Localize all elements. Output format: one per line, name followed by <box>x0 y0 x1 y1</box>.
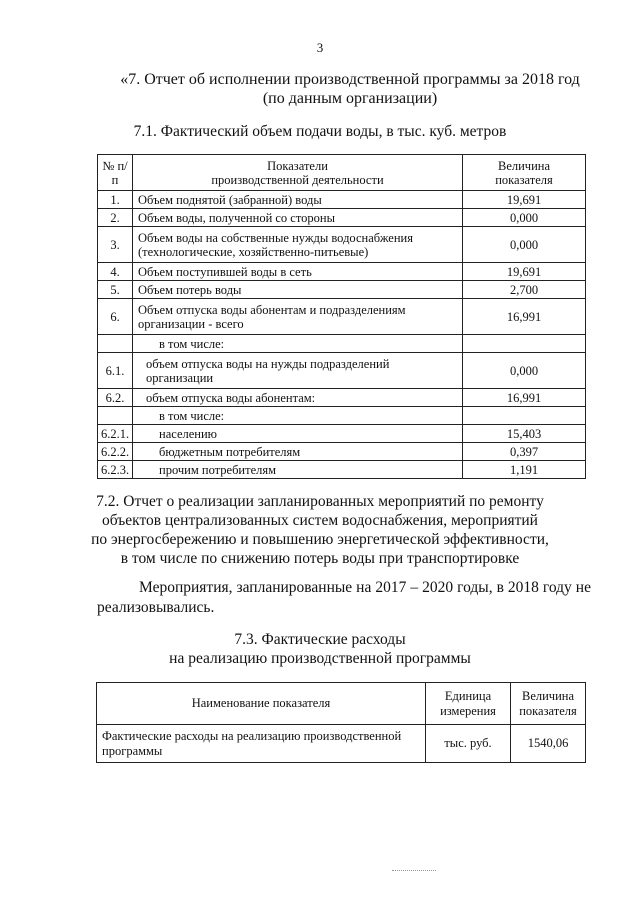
header-value-line1: Величина <box>521 688 575 703</box>
row-value: 15,403 <box>463 425 586 443</box>
row-name: в том числе: <box>133 335 463 353</box>
header-value-line1: Величина <box>497 158 551 173</box>
page-number: 3 <box>316 40 324 55</box>
table-row <box>98 227 586 263</box>
section2-title-line3: по энергосбережению и повышению энергетической эффективности, <box>91 531 549 548</box>
document-title-line1: «7. Отчет об исполнении производственной программы за 2018 год <box>120 71 580 88</box>
header-indicator-line2: производственной деятельности <box>211 172 384 187</box>
row-name: Фактические расходы на реализацию производственной программы <box>97 725 426 763</box>
header-unit-line2: измерения <box>440 703 496 718</box>
row-unit: тыс. руб. <box>426 725 511 763</box>
row-num: 6. <box>98 299 133 335</box>
row-name: объем отпуска воды на нужды подразделений организации <box>133 353 463 389</box>
row-value: 1,191 <box>463 461 586 479</box>
table-row <box>98 425 586 443</box>
table-row <box>98 443 586 461</box>
header-name: Наименование показателя <box>97 683 426 725</box>
row-value: 0,000 <box>463 209 586 227</box>
row-value: 16,991 <box>463 299 586 335</box>
table-row <box>98 335 586 353</box>
section3-title-line1: 7.3. Фактические расходы <box>234 631 406 648</box>
row-name: прочим потребителям <box>133 461 463 479</box>
row-name: Объем поднятой (забранной) воды <box>133 191 463 209</box>
row-num: 5. <box>98 281 133 299</box>
row-num: 3. <box>98 227 133 263</box>
row-num: 2. <box>98 209 133 227</box>
row-name: Объем отпуска воды абонентам и подразделениям организации - всего <box>133 299 463 335</box>
row-name: Объем поступившей воды в сеть <box>133 263 463 281</box>
row-value: 2,700 <box>463 281 586 299</box>
header-num: № п/п <box>98 155 133 191</box>
water-supply-table <box>97 154 586 479</box>
header-value-line2: показателя <box>495 172 553 187</box>
section2-title-line4: в том числе по снижению потерь воды при транспортировке <box>120 550 520 567</box>
row-num: 1. <box>98 191 133 209</box>
header-value <box>463 155 586 191</box>
header-value <box>511 683 586 725</box>
row-num: 4. <box>98 263 133 281</box>
row-num <box>98 407 133 425</box>
section2-title <box>0 492 640 568</box>
header-unit <box>426 683 511 725</box>
section3-title-line2: на реализацию производственной программы <box>169 650 471 667</box>
row-num: 6.1. <box>98 353 133 389</box>
row-name: в том числе: <box>133 407 463 425</box>
scan-artifact <box>392 870 436 871</box>
row-value: 19,691 <box>463 191 586 209</box>
section2-title-line1: 7.2. Отчет о реализации запланированных мероприятий по ремонту <box>96 493 544 510</box>
row-num: 6.2.2. <box>98 443 133 461</box>
table-row <box>97 725 586 763</box>
section3-title <box>0 630 640 668</box>
header-unit-line1: Единица <box>444 688 492 703</box>
section2-paragraph: Мероприятия, запланированные на 2017 – 2020 годы, в 2018 году не реализовывались. <box>97 579 591 616</box>
row-num <box>98 335 133 353</box>
row-value: 16,991 <box>463 389 586 407</box>
expenses-table <box>96 682 586 763</box>
row-name: бюджетным потребителям <box>133 443 463 461</box>
row-num: 6.2.1. <box>98 425 133 443</box>
table-row <box>98 299 586 335</box>
row-num: 6.2. <box>98 389 133 407</box>
section1-title: 7.1. Фактический объем подачи воды, в тыс. куб. метров <box>133 123 507 140</box>
row-value: 19,691 <box>463 263 586 281</box>
row-name: населению <box>133 425 463 443</box>
row-name: Объем воды на собственные нужды водоснабжения (технологические, хозяйственно-питьевые) <box>133 227 463 263</box>
header-value-line2: показателя <box>519 703 577 718</box>
table-row <box>98 281 586 299</box>
row-value: 0,397 <box>463 443 586 461</box>
table-row <box>98 209 586 227</box>
row-value <box>463 335 586 353</box>
table-row <box>98 263 586 281</box>
table-row <box>98 191 586 209</box>
row-name: Объем потерь воды <box>133 281 463 299</box>
row-name: объем отпуска воды абонентам: <box>133 389 463 407</box>
row-value: 0,000 <box>463 227 586 263</box>
section2-title-line2: объектов централизованных систем водоснабжения, мероприятий <box>102 512 538 529</box>
table-row <box>98 461 586 479</box>
row-name: Объем воды, полученной со стороны <box>133 209 463 227</box>
row-value: 0,000 <box>463 353 586 389</box>
document-title-line2: (по данным организации) <box>262 90 438 107</box>
table-row <box>98 407 586 425</box>
row-value: 1540,06 <box>511 725 586 763</box>
header-indicator <box>133 155 463 191</box>
row-num: 6.2.3. <box>98 461 133 479</box>
row-value <box>463 407 586 425</box>
table-row <box>98 389 586 407</box>
document-title <box>60 70 640 108</box>
header-indicator-line1: Показатели <box>267 158 328 173</box>
table-row <box>98 353 586 389</box>
